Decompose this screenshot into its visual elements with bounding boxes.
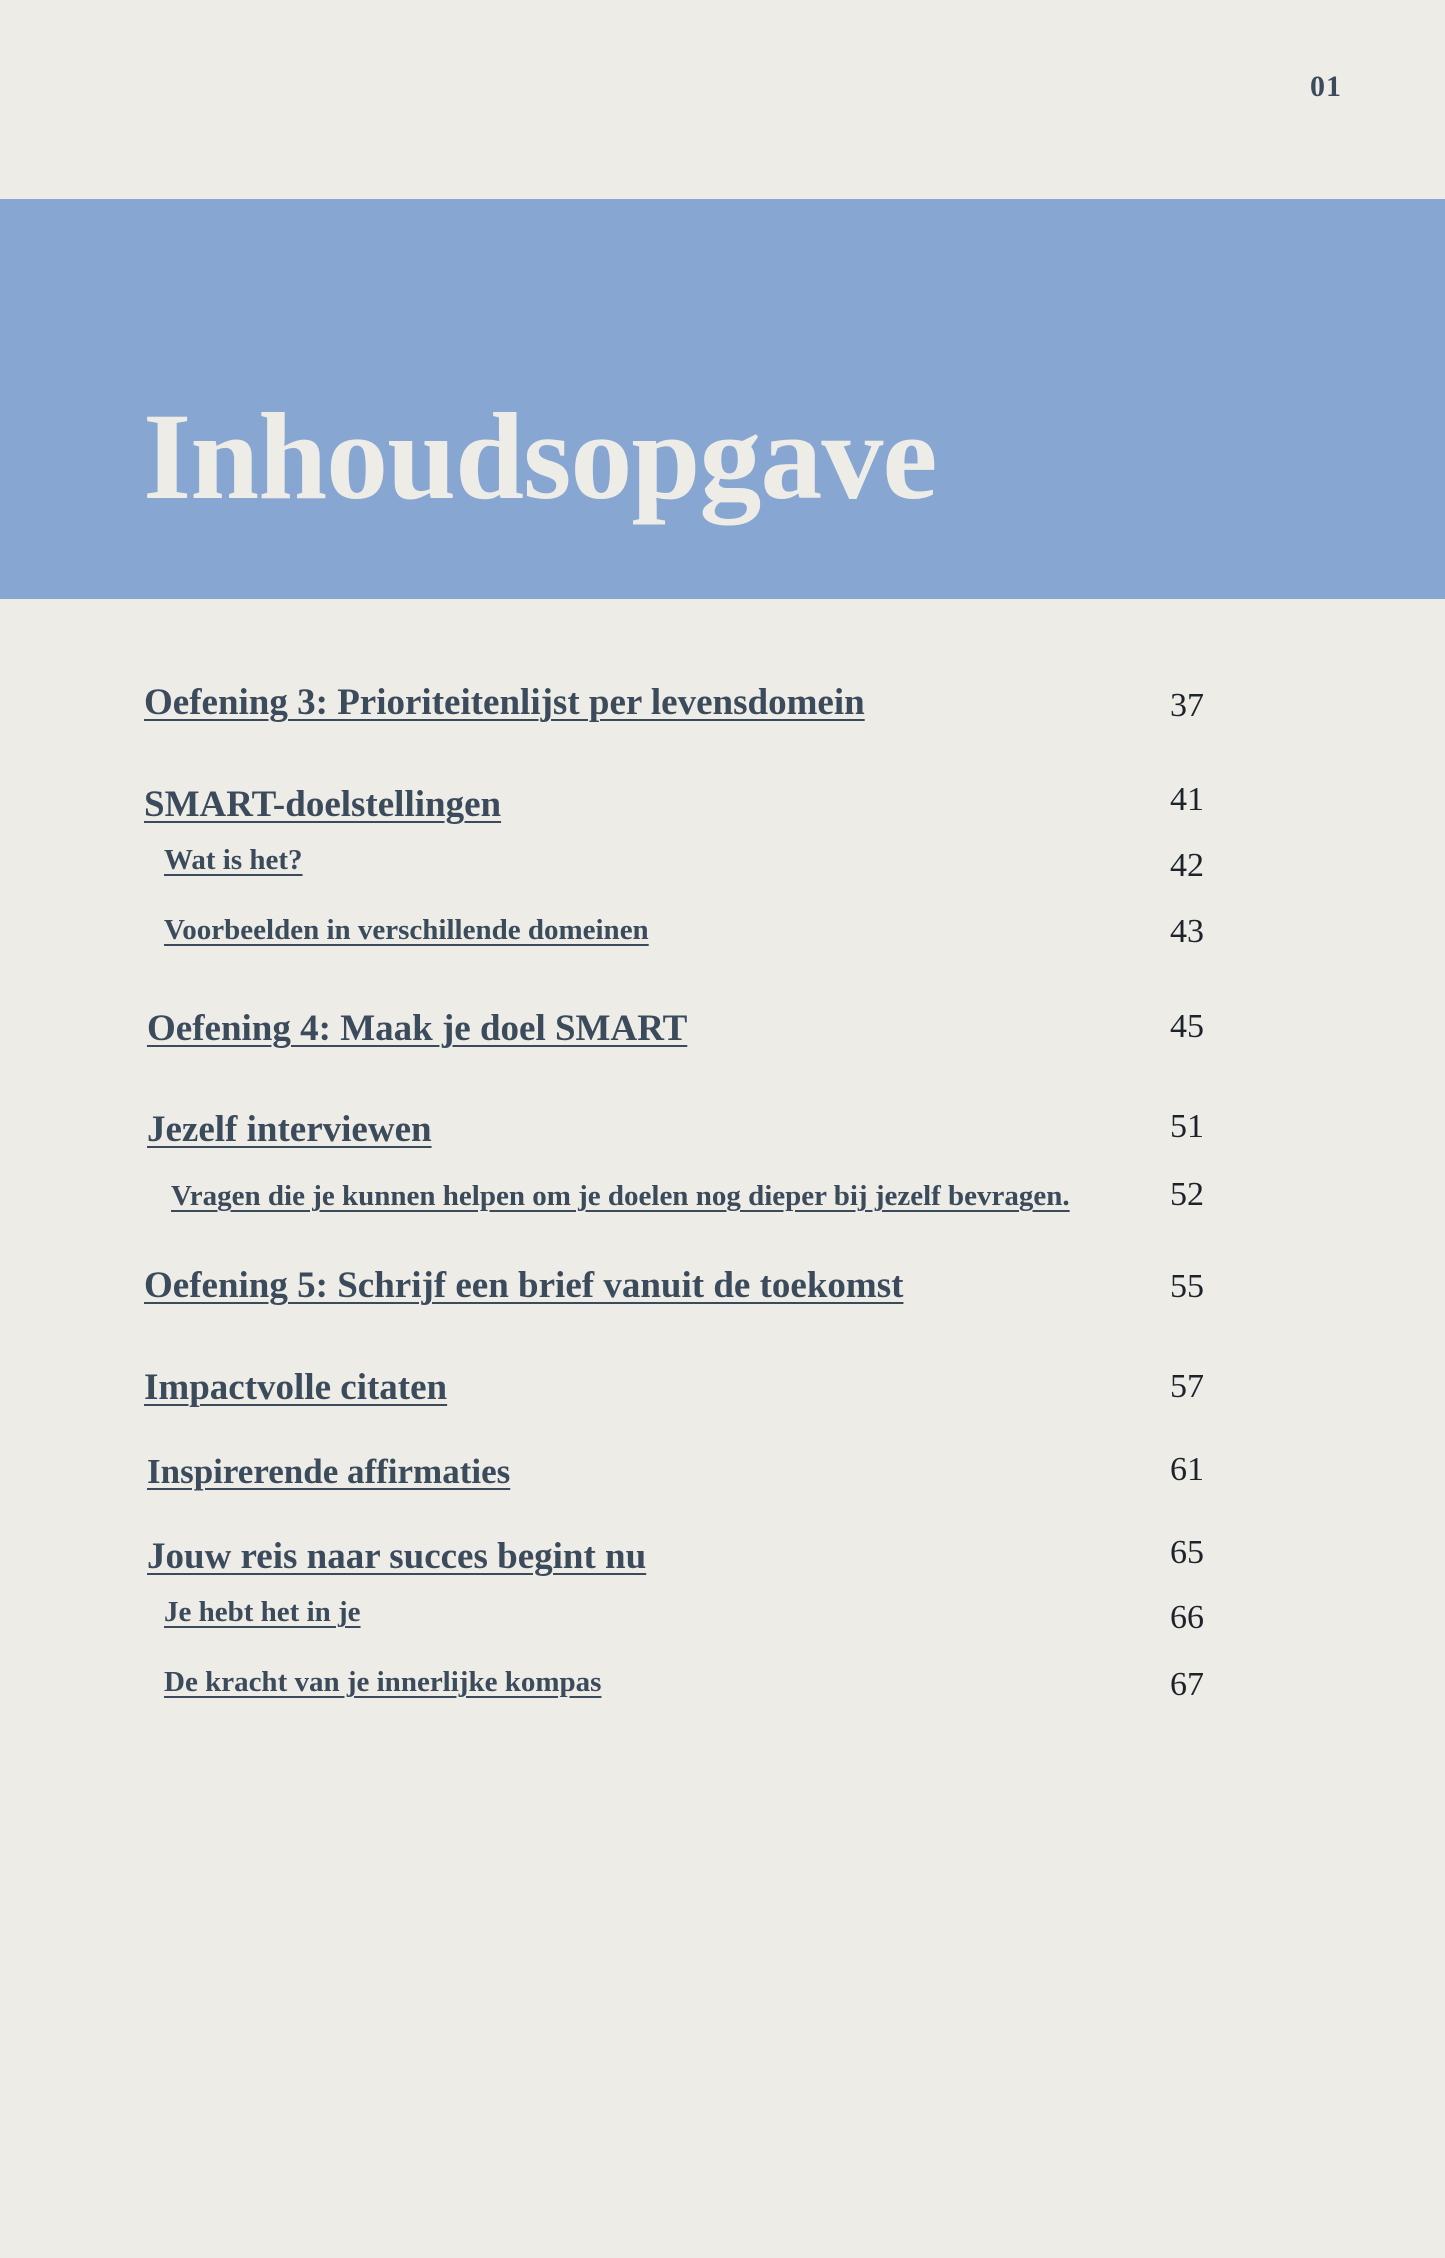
toc-entry-smart-doelstellingen[interactable]: SMART-doelstellingen: [144, 784, 502, 825]
toc-subentry-voorbeelden[interactable]: Voorbeelden in verschillende domeinen: [164, 914, 649, 946]
toc-entry-jouw-reis[interactable]: Jouw reis naar succes begint nu: [147, 1536, 647, 1577]
toc-page-number: 55: [1170, 1268, 1204, 1305]
toc-subentry-wat-is-het[interactable]: Wat is het?: [164, 844, 303, 876]
toc-page-number: 37: [1170, 687, 1204, 724]
toc-subentry-innerlijke-kompas[interactable]: De kracht van je innerlijke kompas: [164, 1666, 602, 1698]
toc-page-number: 65: [1170, 1534, 1204, 1571]
toc-entry-jezelf-interviewen[interactable]: Jezelf interviewen: [147, 1109, 432, 1150]
toc-page-number: 61: [1170, 1451, 1204, 1488]
toc-entry-oefening-3[interactable]: Oefening 3: Prioriteitenlijst per levensdomein: [144, 682, 865, 723]
page-title: Inhoudsopgave: [143, 388, 937, 525]
toc-entry-oefening-5[interactable]: Oefening 5: Schrijf een brief vanuit de toekomst: [144, 1265, 904, 1306]
toc-page-number: 52: [1170, 1176, 1204, 1213]
toc-subentry-vragen[interactable]: Vragen die je kunnen helpen om je doelen nog dieper bij jezelf bevragen.: [171, 1180, 1070, 1212]
toc-entry-oefening-4[interactable]: Oefening 4: Maak je doel SMART: [147, 1008, 688, 1049]
toc-page-number: 66: [1170, 1599, 1204, 1636]
toc-entry-inspirerende-affirmaties[interactable]: Inspirerende affirmaties: [147, 1452, 511, 1491]
toc-page-number: 45: [1170, 1008, 1204, 1045]
toc-page-number: 67: [1170, 1666, 1204, 1703]
toc-entry-impactvolle-citaten[interactable]: Impactvolle citaten: [144, 1367, 448, 1408]
toc-page-number: 57: [1170, 1368, 1204, 1405]
toc-page-number: 43: [1170, 913, 1204, 950]
toc-subentry-je-hebt-het-in-je[interactable]: Je hebt het in je: [164, 1596, 361, 1628]
toc-page-number: 42: [1170, 847, 1204, 884]
toc-page-number: 41: [1170, 781, 1204, 818]
page-number: 01: [1310, 70, 1342, 103]
toc-page-number: 51: [1170, 1108, 1204, 1145]
